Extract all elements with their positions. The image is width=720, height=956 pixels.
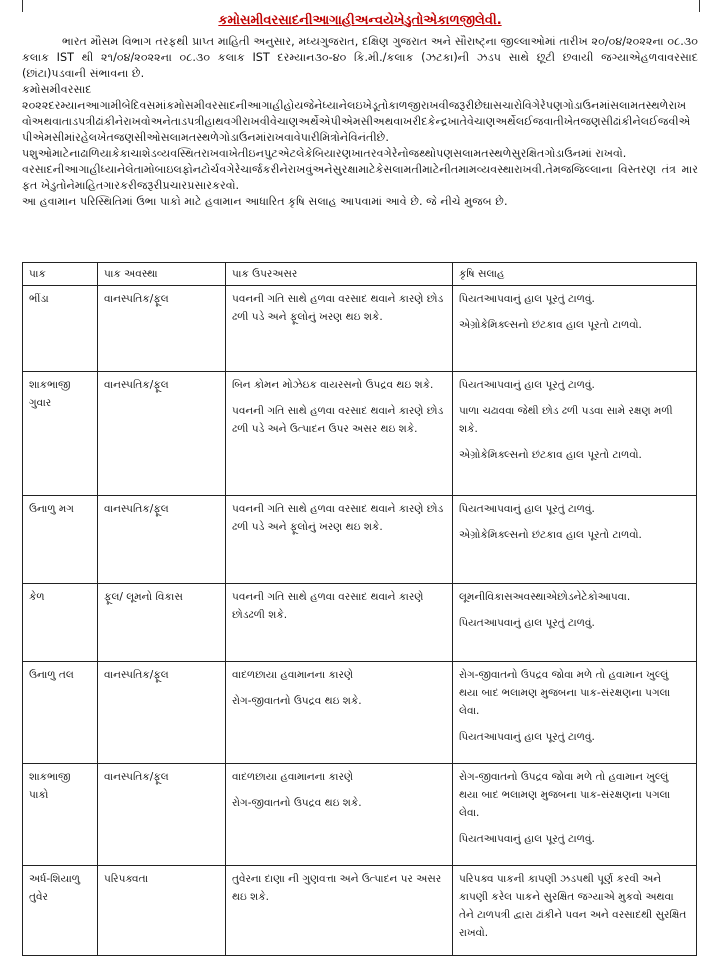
header-effect: પાક ઉપરઅસર	[226, 263, 453, 286]
effect-text: તુવેરના દાણા ની ગુણવત્તા અને ઉત્પાદન પર અસર થઇ શકે.	[232, 873, 442, 903]
cell-advice	[453, 286, 697, 372]
advice-text: પિયતઆપવાનું હાલ પૂરતું ટાળવું.	[459, 833, 595, 845]
table-row	[23, 764, 697, 866]
effect-text: વાદળછાયા હવામાનના કારણે	[232, 771, 354, 783]
cell-advice	[453, 372, 697, 496]
cell-advice	[453, 496, 697, 584]
advice-text: પરિપક્વ પાકની કાપણી ઝડપથી પૂર્ણ કરવી અને કાપણી કરેલ પાકને સુરક્ષિત જગ્યાએ મુકવો અથવા તેને ટાળપત્રી દ્વારા ઢાંકીને પવન અને વરસાદથી સુરક્ષિત રાખવો.	[459, 873, 687, 939]
page-frame	[22, 0, 700, 12]
cell-advice	[453, 866, 697, 956]
paragraph-advice-intro: આ હવામાન પરિસ્થિતિમાં ઉભા પાકો માટે હવામાન આધારિત કૃષિ સલાહ આપવામાં આવે છે. જે નીચે મુજબ છે.	[22, 195, 508, 208]
effect-text: રોગ-જીવાતનો ઉપદ્રવ થઇ શકે.	[232, 797, 362, 809]
cell-crop: ઉનાળુ તલ	[23, 662, 98, 764]
table-header-row	[23, 263, 697, 286]
effect-text: પવનની ગતિ સાથે હળવા વરસાદ થવાને કારણે છોડ ઢળી પડે અને ફૂલોનું ખરણ થઇ શકે.	[232, 503, 444, 533]
cell-stage: પરિપક્વતા	[98, 866, 226, 956]
cell-effect	[226, 866, 453, 956]
cell-crop: શાકભાજી પાકો	[23, 764, 98, 866]
cell-stage: વાનસ્પતિક/ફૂલ	[98, 496, 226, 584]
header-stage: પાક અવસ્થા	[98, 263, 226, 286]
cell-advice	[453, 662, 697, 764]
cell-stage: વાનસ્પતિક/ફૂલ	[98, 372, 226, 496]
table-row	[23, 866, 697, 956]
cell-crop: શાકભાજી ગુવાર	[23, 372, 98, 496]
advice-text: પિયતઆપવાનું હાલ પૂરતું ટાળવું.	[459, 379, 595, 391]
cell-stage: ફૂલ/ લૂમનો વિકાસ	[98, 584, 226, 662]
section-heading: કમોસમીવરસાદ	[22, 83, 92, 96]
cell-effect	[226, 286, 453, 372]
effect-text: બિન કોમન મોઝેઇક વાયરસનો ઉપદ્રવ થઇ શકે.	[232, 379, 434, 391]
cell-stage: વાનસ્પતિક/ફૂલ	[98, 286, 226, 372]
cell-stage: વાનસ્પતિક/ફૂલ	[98, 764, 226, 866]
advice-text: પાળા ચઢાવવા જેથી છોડ ઢળી પડવા સામે રક્ષણ મળી શકે.	[459, 405, 673, 435]
advice-text: રોગ-જીવાતનો ઉપદ્રવ જોવા મળે તો હવામાન ખુલ્લું થયા બાદ ભલામણ મુજબના પાક-સંરક્ષણના પગલા લેવા.	[459, 669, 671, 717]
cell-crop: કેળ	[23, 584, 98, 662]
advice-text: પિયતઆપવાનું હાલ પૂરતું ટાળવું.	[459, 731, 595, 743]
cell-effect	[226, 662, 453, 764]
advice-text: પિયતઆપવાનું હાલ પૂરતું ટાળવું.	[459, 293, 595, 305]
paragraph-storage: ૨૦૨૨દરમ્યાનઆગામીબેદિવસમાંકમોસમીવરસાદનીઆગાહીહોયજેનેધ્યાનેલઇખેડૂતોકાળજીરાખવીજરૂરીછેઘાસચારોવિગેરેપણગોડાઉનમાંસલામતસ્થળેરાખવોઅથવાતાડપત્રીઢાંકીનેરાખવોઅનેતાડપત્રીહાથવગીરાખવીવેચાણઅર્થેએપીએમસીઅથવાખરીદકેન્દ્રખાતેવેચાણઅર્થેલઈજવાતીખેતજણસીઢાંકીનેલઈજવીએપીએમસીમાંરહેલખેતજણસીઓસલામતસ્થળેગોડાઉનમાંરાખવાવેપારીમિત્રોનેવિનંતીછે.	[22, 99, 691, 144]
paragraph-livestock: પશુઓમાટેનાઢાળિયાકેકાચાશેડવ્યવસ્થિતરાખવાખેતીઇનપુટએટલેકેબિયારણખાતરવગેરેનોજથ્થોપણસલામતસ્થળેસુરક્ષિતગોડાઉનમાં રાખવો.	[22, 147, 627, 160]
advice-text: એગ્રોકેમિક્લ્સનો છંટકાવ હાલ પૂરતો ટાળવો.	[459, 529, 642, 541]
paragraph-safety: વરસાદનીઆગાહીધ્યાનેલેતામોબાઇલફોનટોર્ચવગેરેચાર્જકરીનેરાખવુંઅનેસુરક્ષામાટેકેસલામતીમાટેનીતમામવ્યવસ્થારાખવી.તેમજજિલ્લાના વિસ્તરણ તંત્ર મારફત ખેડુતોનેમાહિતગારકરીજરૂરીપ્રચારપ્રસારકરવો.	[22, 163, 698, 192]
effect-text: પવનની ગતિ સાથે હળવા વરસાદ થવાને કારણે છોડઢળી શકે.	[232, 591, 424, 621]
effect-text: રોગ-જીવાતનો ઉપદ્રવ થઇ શકે.	[232, 695, 362, 707]
table-row	[23, 372, 697, 496]
intro-paragraph: ભારત મૌસમ વિભાગ તરફથી પ્રાપ્ત માહિતી અનુસાર, મધ્યગુજરાત, દક્ષિણ ગુજરાત અને સૌરાષ્ટ્ના જીલ્લાઓમાં તારીખ ૨૦/૦૪/૨૦૨૨ના ૦૮.૩૦ કલાક IST થી ૨૧/૦૪/૨૦૨૨ના ૦૮.૩૦ કલાક IST દરમ્યાન૩૦-૪૦ કિ.મી./કલાક (ઝટકા)ની ઝડપ સાથે છૂટી છવાયી જગ્યાએહળવાવરસાદ (છાંટા)પડવાની સંભાવના છે.	[22, 35, 698, 80]
page-title: કમોસમીવરસાદનીઆગાહીઅન્વયેખેડુતોએકાળજીલેવી.	[218, 13, 502, 28]
advice-text: રોગ-જીવાતનો ઉપદ્રવ જોવા મળે તો હવામાન ખુલ્લું થયા બાદ ભલામણ મુજબના પાક-સંરક્ષણના પગલા લેવા.	[459, 771, 671, 819]
cell-effect	[226, 764, 453, 866]
advice-text: પિયતઆપવાનું હાલ પૂરતું ટાળવું.	[459, 503, 595, 515]
effect-text: વાદળછાયા હવામાનના કારણે	[232, 669, 354, 681]
advice-text: પિયતઆપવાનું હાલ પૂરતું ટાળવું.	[459, 617, 595, 629]
table-row	[23, 286, 697, 372]
cell-advice	[453, 764, 697, 866]
cell-crop: અર્ધ-શિયાળુ તુવેર	[23, 866, 98, 956]
advice-text: લૂમનીવિકાસઅવસ્થાએછોડનેટેકોઆપવા.	[459, 591, 631, 603]
advice-text: એગ્રોકેમિક્લ્સનો છંટકાવ હાલ પૂરતો ટાળવો.	[459, 319, 642, 331]
cell-effect	[226, 584, 453, 662]
header-advice: કૃષિ સલાહ	[453, 263, 697, 286]
cell-effect	[226, 496, 453, 584]
cell-crop: ભીંડા	[23, 286, 98, 372]
effect-text: પવનની ગતિ સાથે હળવા વરસાદ થવાને કારણે છોડ ઢળી પડે અને ફૂલોનું ખરણ થઇ શકે.	[232, 293, 444, 323]
table-row	[23, 584, 697, 662]
advisory-table	[22, 262, 697, 956]
cell-stage: વાનસ્પતિક/ફૂલ	[98, 662, 226, 764]
table-row	[23, 496, 697, 584]
effect-text: પવનની ગતિ સાથે હળવા વરસાદ થવાને કારણે છોડ ઢળી પડે અને ઉત્પાદન ઉપર અસર થઇ શકે.	[232, 405, 444, 435]
cell-effect	[226, 372, 453, 496]
header-crop: પાક	[23, 263, 98, 286]
advisory-header	[22, 12, 698, 210]
table-row	[23, 662, 697, 764]
cell-crop: ઉનાળુ મગ	[23, 496, 98, 584]
advice-text: એગ્રોકેમિક્લ્સનો છંટકાવ હાલ પૂરતો ટાળવો.	[459, 449, 642, 461]
cell-advice	[453, 584, 697, 662]
